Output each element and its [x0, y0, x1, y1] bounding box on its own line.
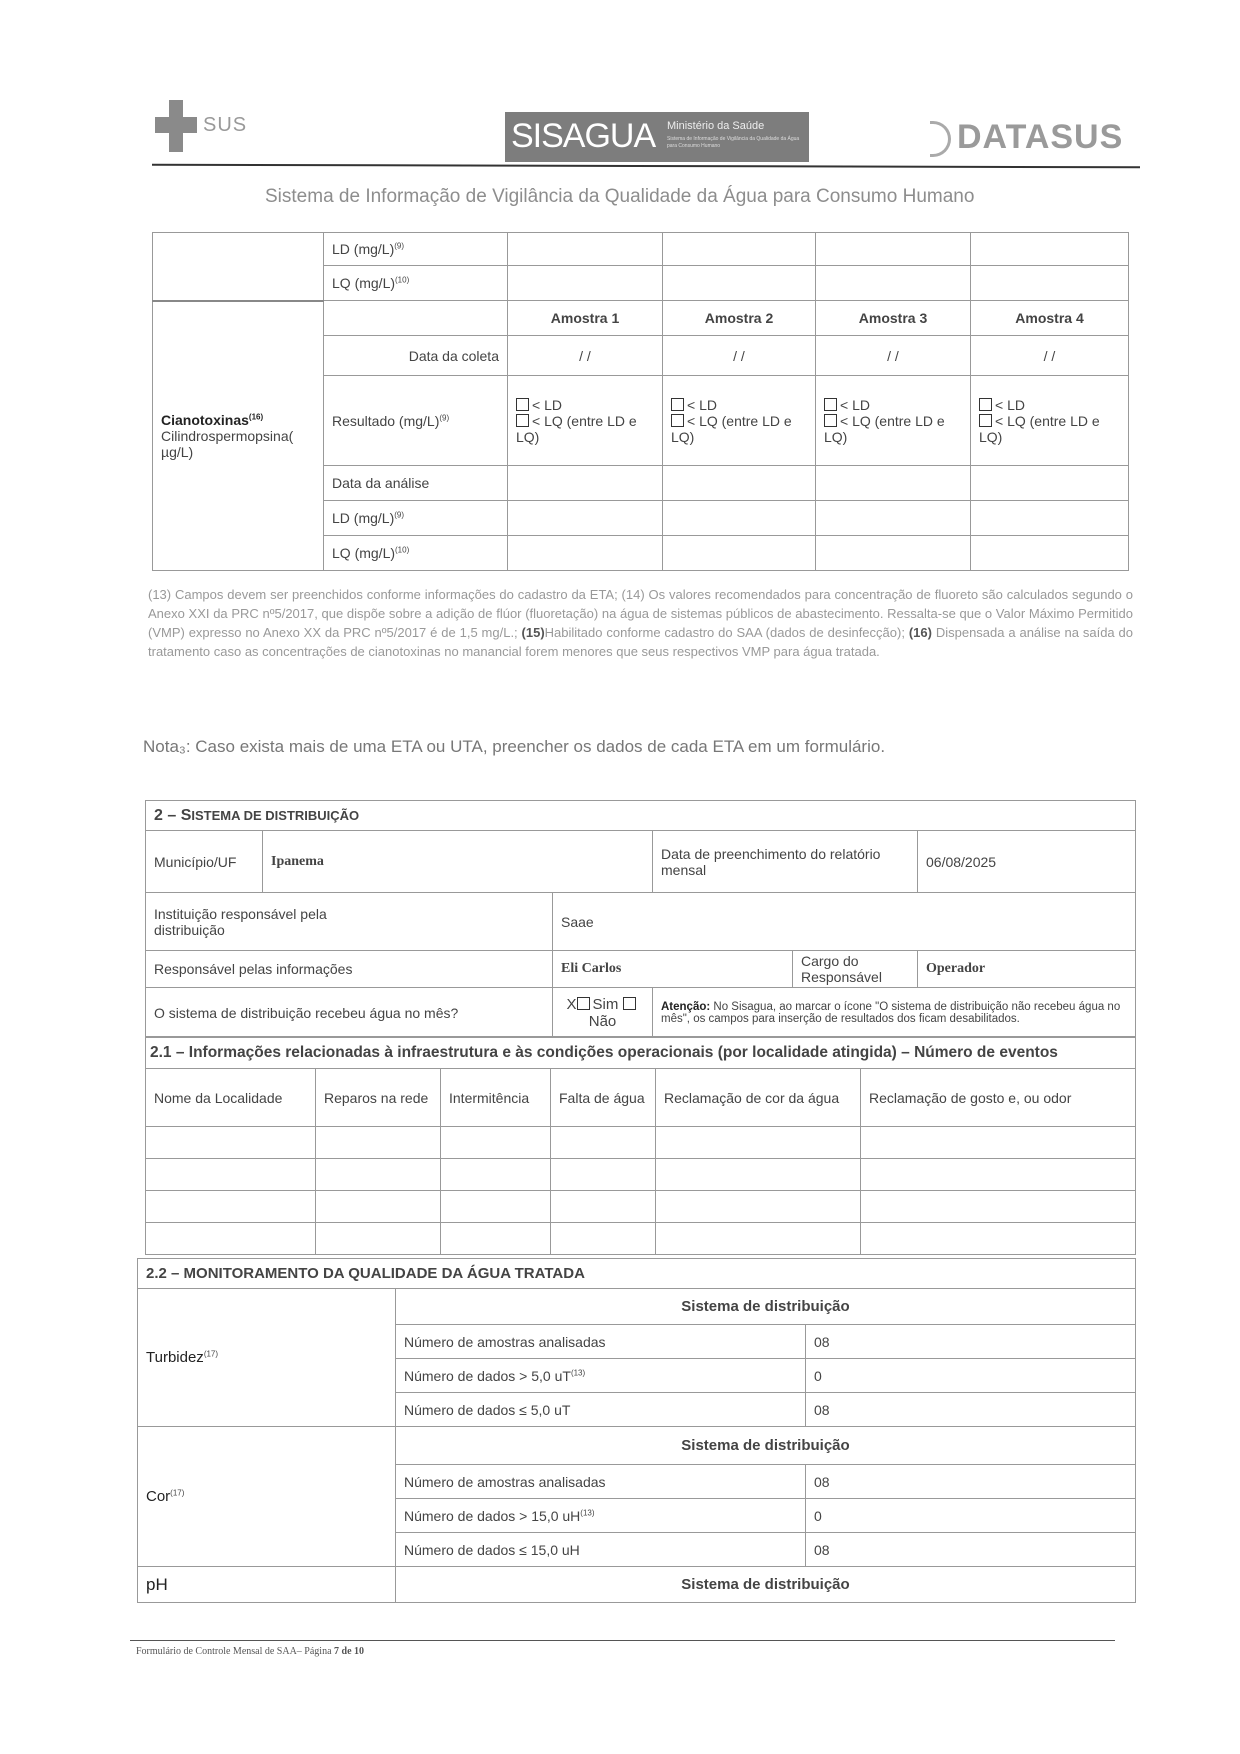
- resultado-cell: < LD < LQ (entre LD e LQ): [816, 376, 971, 466]
- sisagua-logo-text: SISAGUA: [511, 117, 656, 155]
- header-divider: [152, 164, 1140, 169]
- data-analise-field[interactable]: [971, 466, 1129, 501]
- column-header: Reclamação de gosto e, ou odor: [861, 1069, 1136, 1127]
- cargo-label: Cargo do Responsável: [793, 951, 918, 988]
- cell[interactable]: [316, 1159, 441, 1191]
- footer-divider: [130, 1640, 1115, 1641]
- lq-cell[interactable]: [663, 266, 816, 301]
- section22-title: 2.2 – MONITORAMENTO DA QUALIDADE DA ÁGUA TRATADA: [138, 1259, 1136, 1289]
- ld-cell[interactable]: [508, 233, 663, 266]
- instituicao-row: [146, 893, 1136, 951]
- lq-cell[interactable]: [971, 536, 1129, 571]
- data-coleta-label: Data da coleta: [324, 336, 508, 376]
- selected-mark: X: [566, 995, 577, 1013]
- ph-row: [138, 1567, 1136, 1603]
- instituicao-label: Instituição responsável pela distribuição: [146, 893, 553, 951]
- footnote-15: Habilitado conforme cadastro do SAA (dados de desinfecção);: [544, 625, 909, 640]
- value-field[interactable]: 08: [806, 1393, 1136, 1427]
- recebeu-agua-label: O sistema de distribuição recebeu água no mês?: [146, 988, 553, 1038]
- lq-cell[interactable]: [816, 536, 971, 571]
- ld-label: LD $(mg/L)^{(9)}$: [324, 233, 508, 266]
- section22-header-row: [138, 1259, 1136, 1289]
- infra-columns-row: [146, 1069, 1136, 1127]
- cor-system-row: [138, 1427, 1136, 1465]
- system-label: Sistema de distribuição: [396, 1567, 1136, 1603]
- cell[interactable]: [441, 1159, 551, 1191]
- responsavel-field[interactable]: Eli Carlos: [553, 951, 793, 988]
- sisagua-logo: [505, 112, 809, 162]
- ld-cell[interactable]: [971, 501, 1129, 536]
- recebeu-agua-options: [553, 988, 653, 1038]
- cell[interactable]: [441, 1223, 551, 1255]
- ld-cell[interactable]: [971, 233, 1129, 266]
- cell[interactable]: [551, 1191, 656, 1223]
- param-name: Cianotoxinas: [161, 411, 249, 428]
- checkbox-nao[interactable]: [623, 997, 636, 1010]
- infraestrutura-table: [145, 1036, 1136, 1255]
- resultado-cell: < LD < LQ (entre LD e LQ): [508, 376, 663, 466]
- sample-header: Amostra 4: [971, 301, 1129, 336]
- cell[interactable]: [316, 1191, 441, 1223]
- ld-cell[interactable]: [816, 233, 971, 266]
- sim-label: Sim: [592, 995, 619, 1013]
- municipio-row: [146, 831, 1136, 893]
- lq-cell[interactable]: [508, 266, 663, 301]
- empty-param-cell: [153, 233, 324, 301]
- param-name-cell: [153, 301, 324, 571]
- lq-label: LQ $(mg/L)^{(10)}$: [324, 266, 508, 301]
- param-sup: (16): [248, 412, 264, 422]
- checkbox-lq[interactable]: [516, 414, 529, 427]
- data-coleta-field[interactable]: / /: [816, 336, 971, 376]
- value-field[interactable]: 0: [806, 1359, 1136, 1393]
- value-field[interactable]: 08: [806, 1533, 1136, 1567]
- footnote-13-14: (13) Campos devem ser preenchidos conforme informações do cadastro da ETA; (14) Os valores recomendados para concentração de fluoreto são calculados segundo o Anexo XXI da PRC nº5/2017, que dispõe sobre a adição de flúor (fluoretação) na água de sistemas públicos de abastecimento. Ressalta-se que o Valor Máximo Permitido (VMP) expresso no Anexo XX da PRC nº5/2017 é de 1,5 mg/L.;: [148, 587, 1133, 640]
- table-row: [146, 1159, 1136, 1191]
- row-label: Número de amostras analisadas: [396, 1325, 806, 1359]
- cell[interactable]: [316, 1223, 441, 1255]
- ld-cell[interactable]: [816, 501, 971, 536]
- samples-header-row: [153, 301, 1129, 336]
- sus-logo-text: SUS: [203, 114, 248, 136]
- row-label: Número de dados ≤ 5,0 uT: [396, 1393, 806, 1427]
- nao-label: Não: [588, 1012, 617, 1030]
- checkbox-ld[interactable]: [824, 398, 837, 411]
- data-analise-field[interactable]: [816, 466, 971, 501]
- cell[interactable]: [861, 1159, 1136, 1191]
- ld-cell[interactable]: [663, 501, 816, 536]
- cell[interactable]: [551, 1223, 656, 1255]
- lq-cell[interactable]: [971, 266, 1129, 301]
- turbidez-system-row: [138, 1289, 1136, 1325]
- cell[interactable]: [656, 1159, 861, 1191]
- cell[interactable]: [861, 1223, 1136, 1255]
- cell[interactable]: [861, 1191, 1136, 1223]
- row-label: Número de dados > 5,0 $uT^{(13)}$: [396, 1359, 806, 1393]
- checkbox-lq[interactable]: [671, 414, 684, 427]
- row-label: Número de dados ≤ 15,0 uH: [396, 1533, 806, 1567]
- column-header: Nome da Localidade: [146, 1069, 316, 1127]
- monitoramento-table: [137, 1258, 1136, 1603]
- cargo-field[interactable]: Operador: [918, 951, 1136, 988]
- table-row: [146, 1127, 1136, 1159]
- system-label: Sistema de distribuição: [396, 1289, 1136, 1325]
- data-preenchimento-label: Data de preenchimento do relatório mensal: [653, 831, 918, 893]
- cell[interactable]: [551, 1159, 656, 1191]
- cell[interactable]: [146, 1191, 316, 1223]
- municipio-field[interactable]: Ipanema: [263, 831, 653, 893]
- section2-title: 2 – SISTEMA DE DISTRIBUIÇÃO: [146, 801, 1136, 831]
- page-number: 7 de 10: [334, 1646, 365, 1657]
- cell[interactable]: [441, 1127, 551, 1159]
- cell[interactable]: [551, 1127, 656, 1159]
- lq-label: LQ $(mg/L)^{(10)}$: [324, 536, 508, 571]
- ld-cell[interactable]: [663, 233, 816, 266]
- instituicao-field[interactable]: Saae: [553, 893, 1136, 951]
- section2-header-row: [146, 801, 1136, 831]
- system-label: Sistema de distribuição: [396, 1427, 1136, 1465]
- sisagua-ministry: Ministério da Saúde: [667, 120, 765, 132]
- resultado-cell: < LD < LQ (entre LD e LQ): [663, 376, 816, 466]
- nota-3: Nota₃: Caso exista mais de uma ETA ou UTA, preencher os dados de cada ETA em um formulário.: [143, 737, 886, 756]
- value-field[interactable]: 08: [806, 1325, 1136, 1359]
- lq-cell[interactable]: [663, 536, 816, 571]
- checkbox-sim[interactable]: [577, 997, 590, 1010]
- ld-label: LD $(mg/L)^{(9)}$: [324, 501, 508, 536]
- checkbox-ld[interactable]: [979, 398, 992, 411]
- table-row: [146, 1191, 1136, 1223]
- data-analise-field[interactable]: [508, 466, 663, 501]
- section21-header-row: [146, 1037, 1136, 1069]
- sample-header: Amostra 1: [508, 301, 663, 336]
- sample-header: Amostra 2: [663, 301, 816, 336]
- column-header: Reparos na rede: [316, 1069, 441, 1127]
- cell[interactable]: [861, 1127, 1136, 1159]
- sus-cross-bar: [155, 117, 197, 133]
- param-sub: Cilindrospermopsina( µg/L): [161, 427, 294, 460]
- lq-cell[interactable]: [816, 266, 971, 301]
- cell[interactable]: [441, 1191, 551, 1223]
- data-analise-label: Data da análise: [324, 466, 508, 501]
- cell[interactable]: [316, 1127, 441, 1159]
- resultado-label: Resultado $(mg/L)^{(9)}$: [324, 376, 508, 466]
- municipio-label: Município/UF: [146, 831, 263, 893]
- sus-logo: [155, 100, 295, 152]
- checkbox-ld[interactable]: [516, 398, 529, 411]
- column-header: Reclamação de cor da água: [656, 1069, 861, 1127]
- page-subtitle: Sistema de Informação de Vigilância da Qualidade da Água para Consumo Humano: [265, 186, 975, 207]
- lq-cell[interactable]: [508, 536, 663, 571]
- datasus-logo: [930, 118, 1123, 157]
- ld-row-top: [153, 233, 1129, 266]
- recebeu-agua-row: [146, 988, 1136, 1038]
- checkbox-ld[interactable]: [671, 398, 684, 411]
- value-field[interactable]: 0: [806, 1499, 1136, 1533]
- row-label: Número de dados > 15,0 $uH^{(13)}$: [396, 1499, 806, 1533]
- resultado-cell: < LD < LQ (entre LD e LQ): [971, 376, 1129, 466]
- datasus-logo-text: DATASUS: [957, 118, 1124, 156]
- footnote-16-marker: (16): [908, 625, 932, 640]
- row-label: Número de amostras analisadas: [396, 1465, 806, 1499]
- sample-header: Amostra 3: [816, 301, 971, 336]
- cell[interactable]: [656, 1191, 861, 1223]
- data-analise-field[interactable]: [663, 466, 816, 501]
- responsavel-label: Responsável pelas informações: [146, 951, 553, 988]
- footnote-16: Dispensada a análise na saída do tratamento caso as concentrações de cianotoxinas no manancial forem menores que seus respectivos VMP para água tratada.: [148, 625, 1134, 659]
- ph-label: pH: [138, 1567, 396, 1603]
- cor-label: Cor$^{(17)}$: [138, 1427, 396, 1567]
- cell[interactable]: [146, 1223, 316, 1255]
- cell[interactable]: [146, 1127, 316, 1159]
- value-field[interactable]: 08: [806, 1465, 1136, 1499]
- cell[interactable]: [146, 1159, 316, 1191]
- ld-cell[interactable]: [508, 501, 663, 536]
- cianotoxinas-table: [152, 232, 1129, 571]
- sistema-distribuicao-table: [145, 800, 1136, 1038]
- table-row: [146, 1223, 1136, 1255]
- checkbox-lq[interactable]: [824, 414, 837, 427]
- cell[interactable]: [656, 1223, 861, 1255]
- data-preenchimento-field[interactable]: 06/08/2025: [918, 831, 1136, 893]
- turbidez-label: Turbidez$^{(17)}$: [138, 1289, 396, 1427]
- section21-title: 2.1 – Informações relacionadas à infraestrutura e às condições operacionais (por localidade atingida) – Número de eventos: [146, 1037, 1136, 1069]
- data-coleta-field[interactable]: / /: [508, 336, 663, 376]
- responsavel-row: [146, 951, 1136, 988]
- data-coleta-field[interactable]: / /: [971, 336, 1129, 376]
- footnote-15-marker: (15): [521, 625, 545, 640]
- page-footer: Formulário de Controle Mensal de SAA– Página 7 de 10: [136, 1646, 365, 1657]
- column-header: Intermitência: [441, 1069, 551, 1127]
- checkbox-lq[interactable]: [979, 414, 992, 427]
- atencao-note: Atenção: No Sisagua, ao marcar o ícone "O sistema de distribuição não recebeu água no mês", os campos para inserção de resultados dos ficam desabilitados.: [653, 988, 1136, 1038]
- data-coleta-field[interactable]: / /: [663, 336, 816, 376]
- samples-header-empty: [324, 301, 508, 336]
- column-header: Falta de água: [551, 1069, 656, 1127]
- footnotes: [148, 585, 1133, 661]
- datasus-mark-icon: [930, 121, 951, 157]
- cell[interactable]: [656, 1127, 861, 1159]
- sisagua-subtitle: Sistema de Informação de Vigilância da Qualidade da Água para Consumo Humano: [667, 136, 800, 149]
